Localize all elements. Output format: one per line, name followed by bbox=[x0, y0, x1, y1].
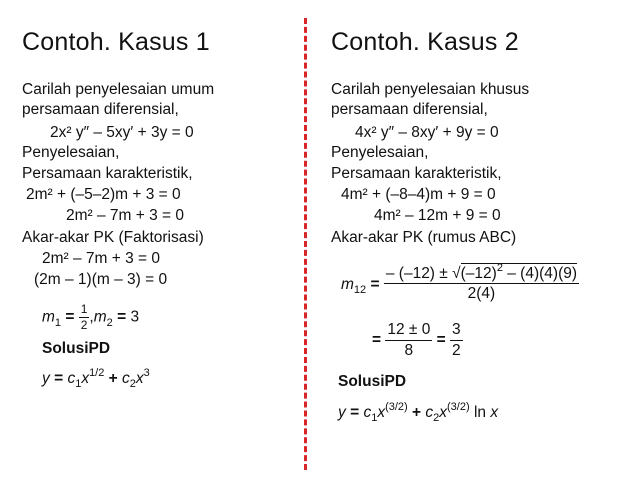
step3-denominator: 2 bbox=[452, 342, 461, 359]
sol-x3: x bbox=[490, 404, 499, 421]
plus-sign: + bbox=[412, 404, 422, 421]
sol-c2-sub: 2 bbox=[433, 412, 440, 424]
plus-sign: + bbox=[108, 370, 118, 387]
left-solusi-label: SolusiPD bbox=[42, 340, 111, 357]
right-title: Contoh. Kasus 2 bbox=[331, 28, 519, 56]
root-m2-value: 3 bbox=[130, 308, 140, 326]
sol-x1-sup: (3/2) bbox=[385, 401, 408, 413]
equals-sign: = bbox=[54, 370, 64, 387]
right-line-4: Persamaan karakteristik, bbox=[331, 165, 502, 182]
sol-x1: x bbox=[81, 370, 90, 387]
formula-numerator bbox=[384, 262, 579, 284]
sol-c1-sub: 1 bbox=[371, 412, 378, 424]
left-line-2: persamaan diferensial, bbox=[22, 101, 179, 118]
sol-c1-sub: 1 bbox=[75, 378, 82, 390]
root-fraction bbox=[79, 302, 90, 333]
left-line-4: Persamaan karakteristik, bbox=[22, 165, 193, 182]
sol-y: y bbox=[338, 404, 346, 421]
sol-x2: x bbox=[439, 404, 447, 421]
left-char-eq-repeat: 2m² – 7m + 3 = 0 bbox=[42, 250, 161, 267]
right-solution bbox=[338, 401, 499, 424]
numerator-left: – (–12) ± bbox=[385, 265, 448, 282]
sol-ln: ln bbox=[473, 404, 487, 421]
sol-x1-sup: 1/2 bbox=[89, 367, 105, 379]
left-line-roots-heading: Akar-akar PK (Faktorisasi) bbox=[22, 229, 204, 246]
root-m2: m bbox=[93, 308, 107, 326]
right-solusi-label: SolusiPD bbox=[338, 373, 407, 390]
equals-sign: = bbox=[372, 331, 382, 349]
quadratic-formula bbox=[341, 262, 579, 304]
equals-sign: = bbox=[65, 308, 75, 326]
right-char-eq-simplified: 4m² – 12m + 9 = 0 bbox=[374, 207, 501, 224]
formula-m: m bbox=[341, 276, 354, 294]
left-line-3: Penyelesaian, bbox=[22, 144, 120, 161]
fraction-denominator: 2 bbox=[80, 318, 88, 332]
left-char-eq-simplified: 2m² – 7m + 3 = 0 bbox=[66, 207, 185, 224]
right-char-eq: 4m² + (–8–4)m + 9 = 0 bbox=[341, 186, 496, 203]
left-line-1: Carilah penyelesaian umum bbox=[22, 81, 215, 98]
sol-c1: c bbox=[67, 370, 76, 387]
right-line-1: Carilah penyelesaian khusus bbox=[331, 81, 530, 98]
sqrt-content bbox=[461, 263, 577, 282]
sol-x2-sup: 3 bbox=[143, 367, 150, 379]
step2-numerator: 12 ± 0 bbox=[385, 320, 432, 341]
formula-step-2 bbox=[372, 320, 463, 361]
sol-x2: x bbox=[135, 370, 144, 387]
step3-numerator: 3 bbox=[450, 320, 463, 341]
left-equation: 2x² y″ – 5xy′ + 3y = 0 bbox=[50, 124, 194, 141]
sol-c2: c bbox=[122, 370, 130, 387]
left-solution bbox=[42, 367, 150, 390]
red-dashed-divider bbox=[304, 18, 307, 470]
sol-c1: c bbox=[363, 404, 372, 421]
fraction-numerator: 1 bbox=[80, 302, 88, 316]
left-factorization: (2m – 1)(m – 3) = 0 bbox=[34, 271, 168, 288]
step3-fraction bbox=[450, 320, 463, 361]
sqrt-icon: √ bbox=[452, 265, 461, 282]
right-line-3: Penyelesaian, bbox=[331, 144, 429, 161]
comma: , bbox=[89, 308, 94, 326]
sqrt-rest: – (4)(4)(9) bbox=[507, 265, 578, 282]
right-line-2: persamaan diferensial, bbox=[331, 101, 488, 118]
left-char-eq: 2m² + (–5–2)m + 3 = 0 bbox=[26, 186, 181, 203]
equals-sign: = bbox=[370, 276, 380, 294]
formula-denominator: 2(4) bbox=[467, 285, 496, 302]
right-line-roots-heading: Akar-akar PK (rumus ABC) bbox=[331, 229, 517, 246]
formula-fraction bbox=[384, 262, 579, 304]
equals-sign: = bbox=[436, 331, 446, 349]
equals-sign: = bbox=[117, 308, 127, 326]
left-title: Contoh. Kasus 1 bbox=[22, 28, 210, 56]
sqrt-term: (–12) bbox=[460, 265, 497, 282]
formula-m-sub: 12 bbox=[353, 284, 367, 297]
root-m1: m bbox=[42, 308, 55, 326]
sol-c2: c bbox=[425, 404, 434, 421]
sol-y: y bbox=[42, 370, 50, 387]
equals-sign: = bbox=[350, 404, 360, 421]
sol-x2-sup: (3/2) bbox=[447, 401, 470, 413]
sqrt-term-sup: 2 bbox=[496, 262, 503, 274]
root-m2-sub: 2 bbox=[106, 316, 113, 329]
step2-denominator: 8 bbox=[404, 342, 414, 359]
step2-fraction bbox=[385, 320, 432, 361]
root-m1-sub: 1 bbox=[54, 316, 62, 329]
sol-x1: x bbox=[377, 404, 386, 421]
right-equation: 4x² y″ – 8xy′ + 9y = 0 bbox=[355, 124, 499, 141]
left-roots bbox=[42, 302, 139, 333]
sol-c2-sub: 2 bbox=[129, 378, 136, 390]
